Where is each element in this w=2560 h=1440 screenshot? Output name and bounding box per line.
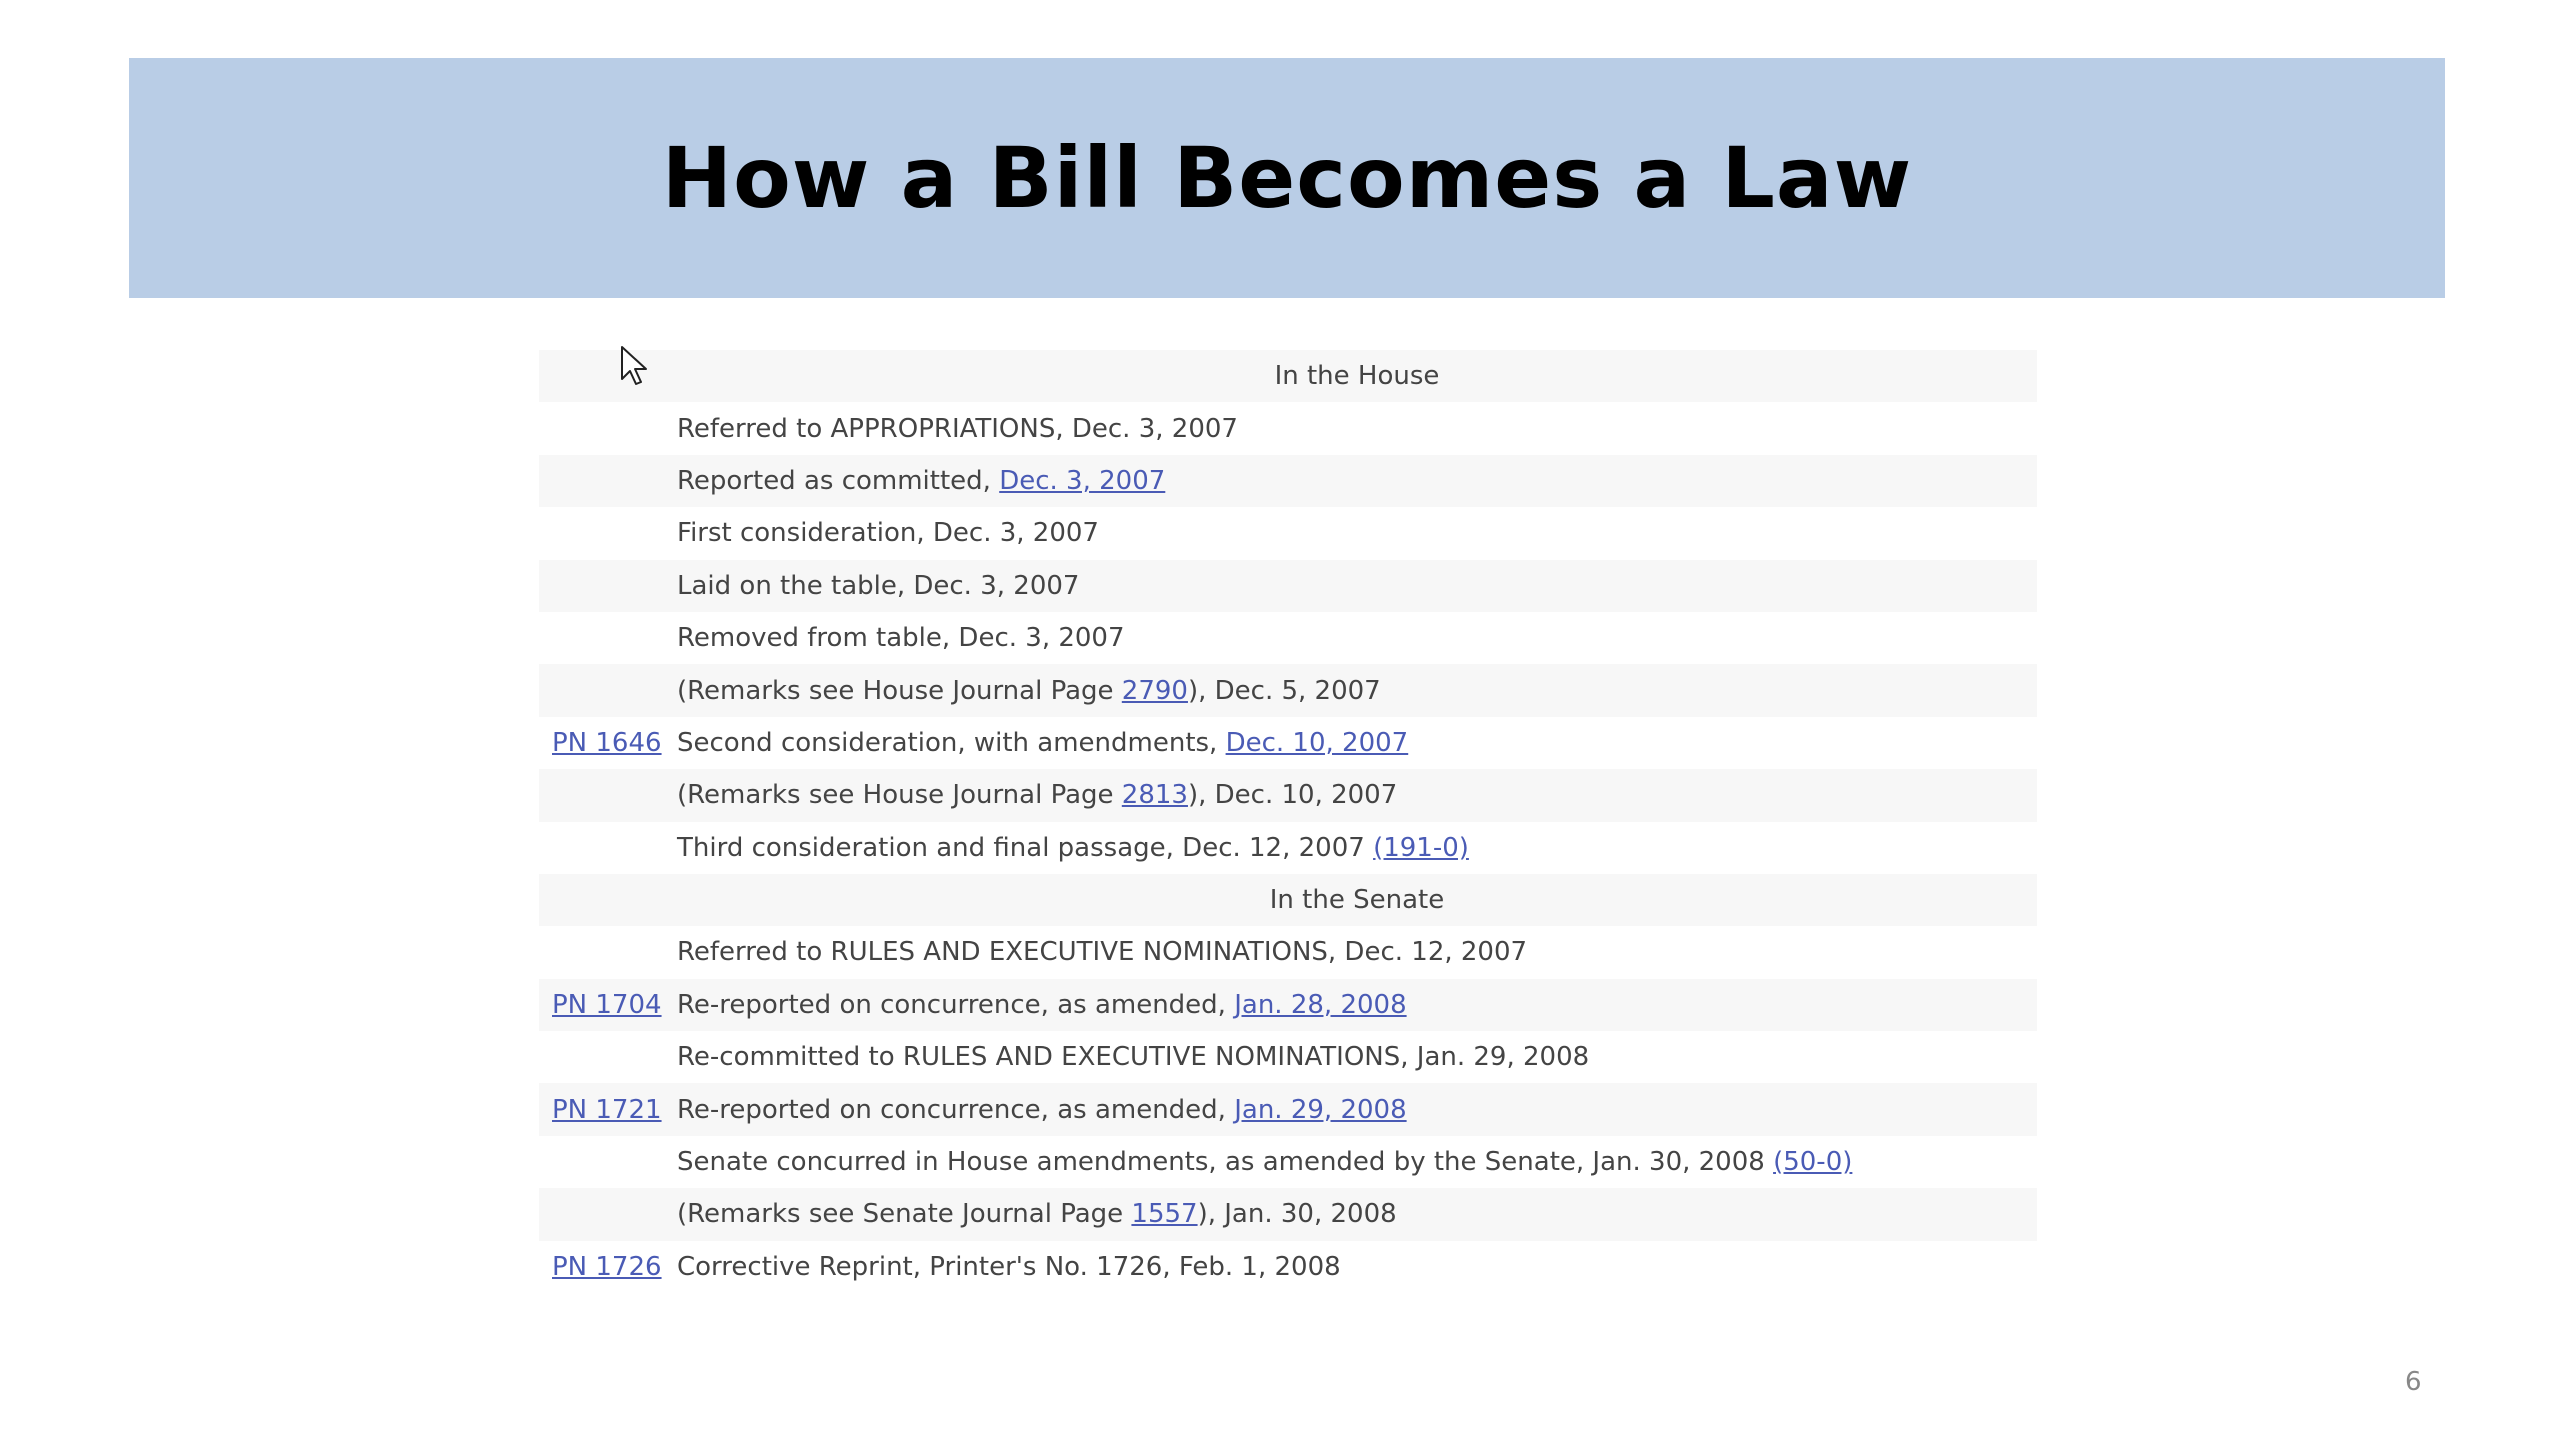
history-row (539, 507, 2037, 559)
printers-number-cell (539, 728, 677, 758)
printers-number-cell (539, 1252, 677, 1282)
history-row (539, 1136, 2037, 1188)
printers-number-link[interactable]: PN 1726 (552, 1251, 662, 1282)
history-row (539, 664, 2037, 716)
section-header-label: In the Senate (1269, 885, 1445, 916)
action-text (677, 1199, 2037, 1229)
history-row (539, 612, 2037, 664)
action-text-before: Third consideration and final passage, Dec. 12, 2007 (677, 832, 1374, 863)
action-text-before: Second consideration, with amendments, (677, 727, 1226, 758)
action-text-before: Re-reported on concurrence, as amended, (677, 989, 1235, 1020)
section-header-label: In the House (1274, 361, 1440, 392)
action-text: Referred to RULES AND EXECUTIVE NOMINATIONS, Dec. 12, 2007 (677, 937, 1528, 968)
history-row (539, 979, 2037, 1031)
action-text (677, 990, 2037, 1020)
action-text-after: ), Dec. 10, 2007 (1187, 780, 1398, 811)
history-row (539, 402, 2037, 454)
action-link[interactable]: 2790 (1121, 675, 1188, 706)
printers-number-cell (539, 990, 677, 1020)
action-text (677, 466, 2037, 496)
title-banner (129, 58, 2445, 298)
action-text: First consideration, Dec. 3, 2007 (677, 518, 1099, 549)
action-text-before: Senate concurred in House amendments, as amended by the Senate, Jan. 30, 2008 (677, 1147, 1774, 1178)
action-text-after: ), Dec. 5, 2007 (1187, 675, 1381, 706)
printers-number-link[interactable]: PN 1721 (552, 1094, 662, 1125)
action-link[interactable]: 1557 (1131, 1199, 1198, 1230)
action-text-after: ), Jan. 30, 2008 (1197, 1199, 1397, 1230)
action-link[interactable]: Dec. 10, 2007 (1225, 727, 1409, 758)
printers-number-link[interactable]: PN 1646 (552, 727, 662, 758)
history-row (539, 769, 2037, 821)
action-link[interactable]: Jan. 29, 2008 (1234, 1094, 1407, 1125)
history-row (539, 560, 2037, 612)
action-text-before: Re-reported on concurrence, as amended, (677, 1094, 1235, 1125)
page-number: 6 (2405, 1367, 2422, 1397)
history-row (539, 822, 2037, 874)
section-header-row (539, 874, 2037, 926)
action-text (677, 1147, 2037, 1177)
action-link[interactable]: (191-0) (1373, 832, 1469, 863)
action-text: Laid on the table, Dec. 3, 2007 (677, 570, 1080, 601)
action-text: Removed from table, Dec. 3, 2007 (677, 623, 1125, 654)
section-header-row (539, 350, 2037, 402)
bill-history-table (539, 350, 2037, 1293)
action-link[interactable]: 2813 (1121, 780, 1188, 811)
action-text: Referred to APPROPRIATIONS, Dec. 3, 2007 (677, 413, 1238, 444)
action-link[interactable]: Jan. 28, 2008 (1234, 989, 1407, 1020)
action-text-before: (Remarks see House Journal Page (677, 780, 1122, 811)
action-text (677, 1095, 2037, 1125)
action-text (677, 728, 2037, 758)
history-row (539, 455, 2037, 507)
action-text (677, 833, 2037, 863)
history-row (539, 1083, 2037, 1135)
history-row (539, 717, 2037, 769)
mouse-pointer-icon (620, 345, 650, 387)
printers-number-link[interactable]: PN 1704 (552, 989, 662, 1020)
action-text-before: Reported as committed, (677, 465, 1000, 496)
action-text (677, 676, 2037, 706)
action-link[interactable]: (50-0) (1773, 1147, 1853, 1178)
history-row (539, 1241, 2037, 1293)
history-row (539, 1188, 2037, 1240)
action-text (677, 780, 2037, 810)
slide-title: How a Bill Becomes a Law (661, 129, 1913, 227)
history-row (539, 926, 2037, 978)
action-text-before: (Remarks see Senate Journal Page (677, 1199, 1132, 1230)
action-text-before: (Remarks see House Journal Page (677, 675, 1122, 706)
action-text: Re-committed to RULES AND EXECUTIVE NOMINATIONS, Jan. 29, 2008 (677, 1042, 1590, 1073)
printers-number-cell (539, 1095, 677, 1125)
action-text: Corrective Reprint, Printer's No. 1726, Feb. 1, 2008 (677, 1251, 1341, 1282)
history-row (539, 1031, 2037, 1083)
action-link[interactable]: Dec. 3, 2007 (999, 465, 1166, 496)
